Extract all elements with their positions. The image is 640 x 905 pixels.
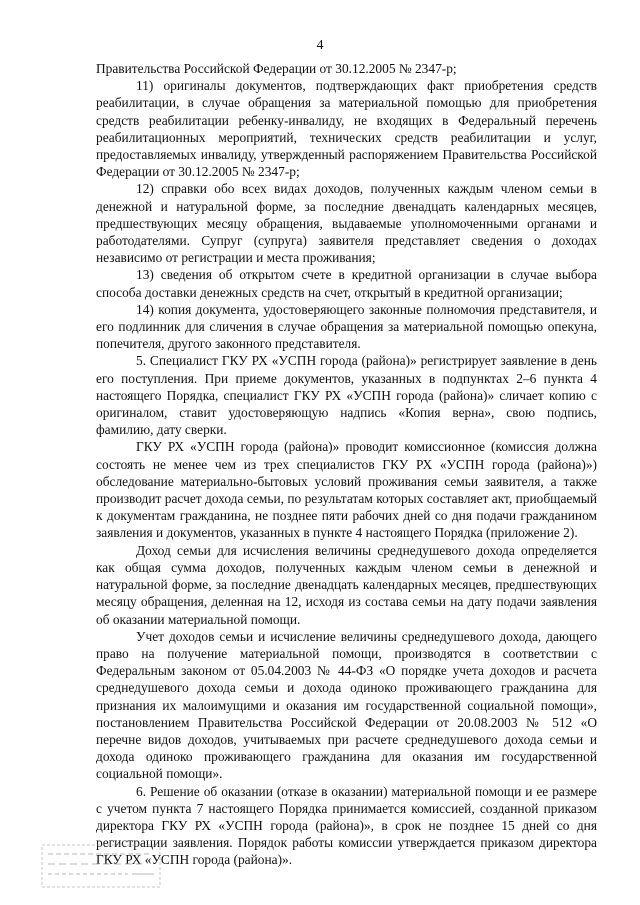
faded-stamp-image [38, 842, 164, 890]
paragraph-item-11: 11) оригиналы документов, подтверждающих факт приобретения средств реабилитации, в случае обращения за материальной помощью для приобретения средств реабилитации ребенку-инвалиду, не входящих в Федеральный перечень реабилитационных мероприятий, технических средств реабилитации и услуг, предоставляемых инвалиду, утвержденный распоряжением Правительства Российской Федерации от 30.12.2005 № 2347-р; [96, 78, 597, 180]
document-body [96, 60, 597, 869]
paragraph-item-14: 14) копия документа, удостоверяющего законные полномочия представителя, и его подлинник для сличения в случае обращения за материальной помощью опекуна, попечителя, другого законного представителя. [96, 301, 597, 352]
paragraph-section-5: 5. Специалист ГКУ РХ «УСПН города (района)» регистрирует заявление в день его поступления. При приеме документов, указанных в подпунктах 2–6 пункта 4 настоящего Порядка, специалист ГКУ РХ «УСПН города (района)» сличает копию с оригиналом, ставит удостоверяющую надпись «Копия верна», свою подпись, фамилию, дату сверки. [96, 353, 597, 438]
paragraph-income-accounting: Учет доходов семьи и исчисление величины среднедушевого дохода, дающего право на получение материальной помощи, производятся в соответствии с Федеральным законом от 05.04.2003 № 44-ФЗ «О порядке учета доходов и расчета среднедушевого дохода семьи и дохода одиноко проживающего гражданина для признания их малоимущими и оказания им государственной социальной помощи», постановлением Правительства Российской Федерации от 20.08.2003 № 512 «О перечне видов доходов, учитываемых при расчете среднедушевого дохода семьи и дохода одиноко проживающего гражданина для оказания им государственной социальной помощи». [96, 628, 597, 782]
paragraph-continuation: Правительства Российской Федерации от 30.12.2005 № 2347-р; [96, 61, 457, 76]
page-number: 4 [316, 38, 324, 53]
paragraph-commission: ГКУ РХ «УСПН города (района)» проводит комиссионное (комиссия должна состоять не менее чем из трех специалистов ГКУ РХ «УСПН города (района)») обследование материально-бытовых условий проживания семьи заявителя, а также производит расчет дохода семьи, по результатам которых составляет акт, приобщаемый к документам гражданина, не позднее пяти рабочих дней со дня подачи гражданином заявления и документов, указанных в пункте 4 настоящего Порядка (приложение 2). [96, 439, 597, 541]
paragraph-family-income: Доход семьи для исчисления величины среднедушевого дохода определяется как общая сумма доходов, полученных каждым членом семьи в денежной и натуральной форме, за последние двенадцать календарных месяцев, предшествующих месяцу обращения, деленная на 12, исходя из состава семьи на дату подачи заявления об оказании материальной помощи. [96, 542, 597, 627]
paragraph-item-12: 12) справки обо всех видах доходов, полученных каждым членом семьи в денежной и натуральной форме, за последние двенадцать календарных месяцев, предшествующих месяцу обращения, выдаваемые уполномоченными органами и работодателями. Супруг (супруга) заявителя представляет сведения о доходах независимо от регистрации и места проживания; [96, 181, 597, 266]
paragraph-item-13: 13) сведения об открытом счете в кредитной организации в случае выбора способа доставки денежных средств на счет, открытый в кредитной организации; [96, 267, 597, 300]
paragraph-section-6: 6. Решение об оказании (отказе в оказании) материальной помощи и ее размере с учетом пункта 7 настоящего Порядка принимается комиссией, созданной приказом директора ГКУ РХ «УСПН города (района)», в срок не позднее 15 дней со дня регистрации заявления. Порядок работы комиссии утверждается приказом директора ГКУ РХ «УСПН города (района)». [96, 783, 597, 868]
